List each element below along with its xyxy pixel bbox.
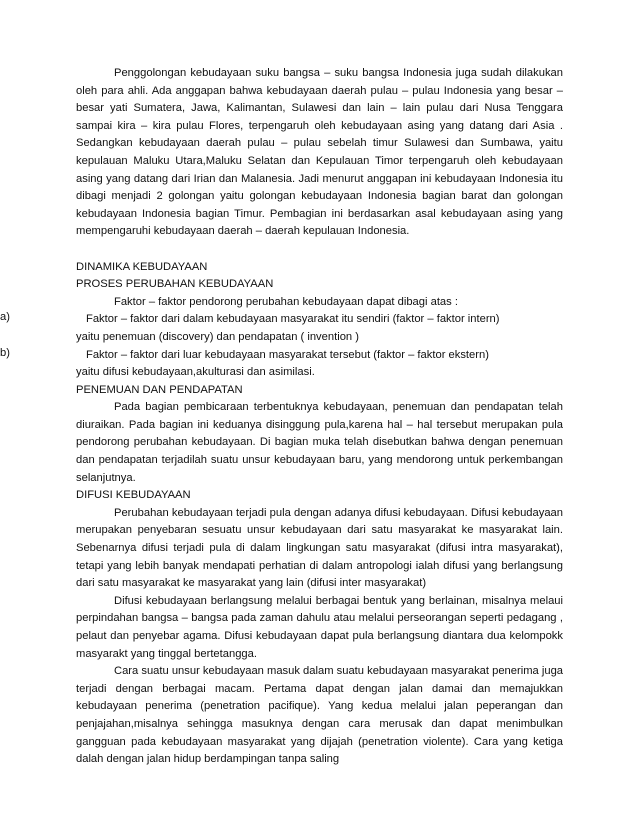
spacer	[76, 241, 563, 259]
heading-dinamika: DINAMIKA KEBUDAYAAN	[76, 260, 208, 273]
heading-penemuan: PENEMUAN DAN PENDAPATAN	[76, 383, 243, 396]
list-item-b-line1: Faktor – faktor dari luar kebudayaan masyarakat tersebut (faktor – faktor ekstern)	[86, 348, 489, 361]
list-marker-b: b)	[0, 346, 10, 359]
paragraph-faktor: Faktor – faktor pendorong perubahan kebudayaan dapat dibagi atas :	[114, 295, 458, 308]
list-item-b-line2: yaitu difusi kebudayaan,akulturasi dan asimilasi.	[76, 366, 315, 379]
list-item-b	[0, 346, 563, 382]
paragraph-penggolongan: Penggolongan kebudayaan suku bangsa – suku bangsa Indonesia juga sudah dilakukan oleh para ahli. Ada anggapan bahwa kebudayaan daerah pulau – pulau Indonesia yang besar – besar yati Sumatera, Jawa, Kalimantan, Sulawesi dan lain – lain pulau dari Nusa Tenggara sampai kira – kira pulau Flores, terpengaruh oleh kebudayaan asing yang datang dari Asia . Sedangkan kebudayaan daerah pulau – pulau sebelah timur Sulawesi dan Sumbawa, yaitu kepulauan Maluku Utara,Maluku Selatan dan Kepulauan Timor terpengaruh oleh kebudayaan asing yang datang dari Irian dan Malanesia. Jadi menurut anggapan ini kebudayaan Indonesia itu dibagi menjadi 2 golongan yaitu golongan kebudayaan Indonesia bagian barat dan golongan kebudayaan Indonesia bagian Timur. Pembagian ini berdasarkan asal kebudayaan asing yang mempengaruhi kebudayaan daerah – daerah kepulauan Indonesia.	[76, 67, 563, 238]
document-body	[0, 65, 564, 769]
paragraph-difusi-1: Perubahan kebudayaan terjadi pula dengan adanya difusi kebudayaan. Difusi kebudayaan merupakan penyebaran sesuatu unsur kebudayaan dari satu masyarakat ke masyarakat lain. Sebenarnya difusi terjadi pula di dalam lingkungan satu masyarakat (difusi intra masyarakat), tetapi yang lebih banyak mendapati perhatian di dalam antropologi ialah difusi yang berlangsung dari satu masyarakat ke masyarakat yang lain (difusi inter masyarakat)	[76, 506, 563, 590]
list-item-a-line2: yaitu penemuan (discovery) dan pendapatan ( invention )	[76, 330, 359, 343]
list-item-a	[0, 311, 563, 346]
heading-proses: PROSES PERUBAHAN KEBUDAYAAN	[76, 278, 274, 291]
list-item-a-line1: Faktor – faktor dari dalam kebudayaan masyarakat itu sendiri (faktor – faktor intern)	[86, 313, 500, 326]
paragraph-difusi-2: Difusi kebudayaan berlangsung melalui berbagai bentuk yang berlainan, misalnya melaui perpindahan bangsa – bangsa pada zaman dahulu atau melalui perseorangan seperti pedagang , pelaut dan penyebar agama. Difusi kebudayaan dapat pula berlangsung diantara dua kelompokk masyarakt yang tinggal bertetangga.	[76, 594, 563, 660]
paragraph-penemuan: Pada bagian pembicaraan terbentuknya kebudayaan, penemuan dan pendapatan telah diuraikan. Pada bagian ini keduanya disinggung pula,karena hal – hal tersebut merupakan pula pendorong perubahan kebudayaan. Di bagian muka telah disebutkan bahwa dengan penemuan dan pendapatan terjadilah suatu unsur kebudayaan baru, yang mendorong untuk perkembangan selanjutnya.	[76, 401, 563, 484]
heading-difusi: DIFUSI KEBUDAYAAN	[76, 489, 191, 502]
paragraph-difusi-3: Cara suatu unsur kebudayaan masuk dalam suatu kebudayaan masyarakat penerima juga terjadi dengan berbagai macam. Pertama dapat dengan jalan damai dan memajukkan kebudayaan penerima (penetration pacifique). Yang kedua melalui jalan peperangan dan penjajahan,misalnya sehingga masuknya dengan cara merusak dan dapat menimbulkan gangguan pada kebudayaan masyarakat yang dijajah (penetration violente). Cara yang ketiga dalah dengan jalan hidup berdampingan tanpa saling	[76, 665, 564, 766]
list-marker-a: a)	[0, 311, 10, 324]
